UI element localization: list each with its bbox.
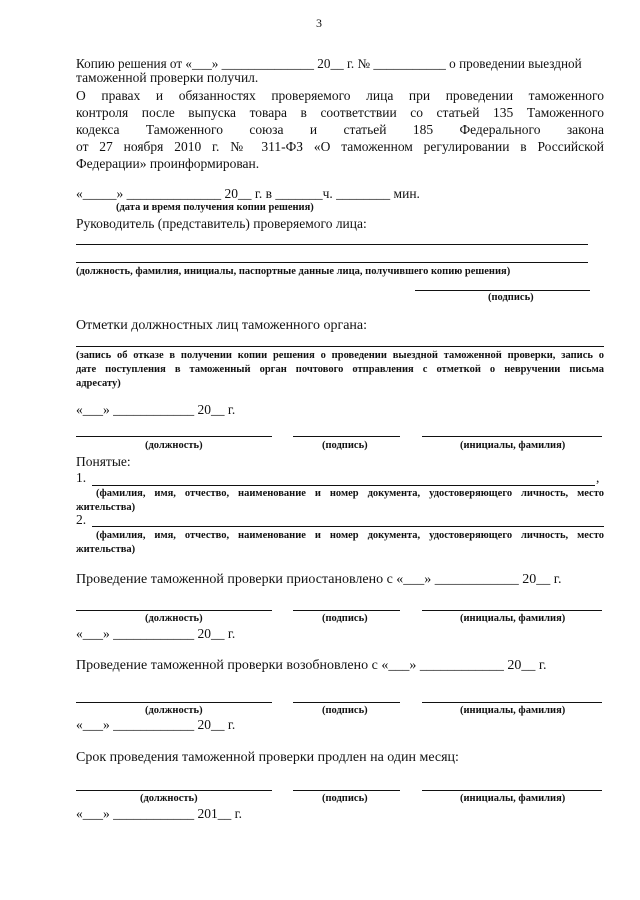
position-caption: (должность) bbox=[145, 440, 203, 451]
marks-caption: адресату) bbox=[76, 378, 121, 389]
resumed-title: Проведение таможенной проверки возобновлено с «___» ____________ 20__ г. bbox=[76, 658, 547, 673]
marks-caption: дате поступления в таможенный орган почтового отправления с отметкой о невручении письма bbox=[76, 364, 604, 375]
name-caption: (инициалы, фамилия) bbox=[460, 793, 566, 804]
name-line bbox=[422, 436, 602, 437]
informed-line: от 27 ноября 2010 г. № 311-ФЗ «О таможенном регулировании в Российской bbox=[76, 139, 604, 154]
witness-number: 2. bbox=[76, 512, 87, 527]
name-caption: (инициалы, фамилия) bbox=[460, 440, 566, 451]
witness-line bbox=[92, 485, 595, 486]
receipt-line: Копию решения от «___» ______________ 20__ г. № ___________ о проведении выездной bbox=[76, 56, 582, 71]
signature-caption: (подпись) bbox=[488, 292, 534, 303]
witness-line bbox=[92, 526, 604, 527]
marks-caption: (запись об отказе в получении копии решения о проведении выездной таможенной проверки, запись о bbox=[76, 350, 604, 361]
receipt-line: таможенной проверки получил. bbox=[76, 70, 259, 85]
signature-line bbox=[293, 436, 400, 437]
informed-line: кодекса Таможенного союза и статьей 185 Федерального закона bbox=[76, 122, 604, 137]
position-line bbox=[76, 702, 272, 703]
signature-caption: (подпись) bbox=[322, 705, 368, 716]
suspended-date-line: «___» ____________ 20__ г. bbox=[76, 626, 236, 641]
page-number: 3 bbox=[316, 16, 322, 30]
signature-caption: (подпись) bbox=[322, 613, 368, 624]
name-line bbox=[422, 702, 602, 703]
witness-caption: (фамилия, имя, отчество, наименование и номер документа, удостоверяющего личность, место bbox=[96, 530, 604, 541]
witness-number: 1. bbox=[76, 470, 87, 485]
position-caption: (должность) bbox=[145, 613, 203, 624]
witnesses-title: Понятые: bbox=[76, 454, 131, 469]
name-line bbox=[422, 790, 602, 791]
informed-line: контроля после выпуска товара в соответствии со статьей 135 Таможенного bbox=[76, 105, 604, 120]
witness-caption: жительства) bbox=[76, 544, 136, 555]
signature-line bbox=[293, 702, 400, 703]
marks-title: Отметки должностных лиц таможенного органа: bbox=[76, 318, 367, 333]
extended-date-line: «___» ____________ 201__ г. bbox=[76, 806, 243, 821]
receipt-datetime-caption: (дата и время получения копии решения) bbox=[116, 202, 314, 213]
extended-title: Срок проведения таможенной проверки продлен на один месяц: bbox=[76, 750, 459, 765]
signature-line bbox=[415, 290, 590, 291]
position-caption: (должность) bbox=[140, 793, 198, 804]
signature-caption: (подпись) bbox=[322, 793, 368, 804]
resumed-date-line: «___» ____________ 20__ г. bbox=[76, 717, 236, 732]
marks-date-line: «___» ____________ 20__ г. bbox=[76, 402, 236, 417]
name-line bbox=[422, 610, 602, 611]
receipt-datetime-line: «_____» ______________ 20__ г. в _______ч. ________ мин. bbox=[76, 186, 420, 201]
informed-line: О правах и обязанностях проверяемого лица при проведении таможенного bbox=[76, 88, 604, 103]
head-line bbox=[76, 244, 588, 245]
signature-line bbox=[293, 610, 400, 611]
head-line bbox=[76, 262, 588, 263]
head-caption: (должность, фамилия, инициалы, паспортные данные лица, получившего копию решения) bbox=[76, 266, 511, 277]
witness-caption: жительства) bbox=[76, 502, 136, 513]
witness-caption: (фамилия, имя, отчество, наименование и номер документа, удостоверяющего личность, место bbox=[96, 488, 604, 499]
signature-line bbox=[293, 790, 400, 791]
marks-line bbox=[76, 346, 604, 347]
signature-caption: (подпись) bbox=[322, 440, 368, 451]
head-label: Руководитель (представитель) проверяемого лица: bbox=[76, 216, 367, 231]
position-caption: (должность) bbox=[145, 705, 203, 716]
position-line bbox=[76, 436, 272, 437]
suspended-title: Проведение таможенной проверки приостановлено с «___» ____________ 20__ г. bbox=[76, 572, 562, 587]
informed-line: Федерации» проинформирован. bbox=[76, 156, 260, 171]
position-line bbox=[76, 610, 272, 611]
witness-end-mark: , bbox=[596, 470, 600, 485]
name-caption: (инициалы, фамилия) bbox=[460, 705, 566, 716]
position-line bbox=[76, 790, 272, 791]
name-caption: (инициалы, фамилия) bbox=[460, 613, 566, 624]
